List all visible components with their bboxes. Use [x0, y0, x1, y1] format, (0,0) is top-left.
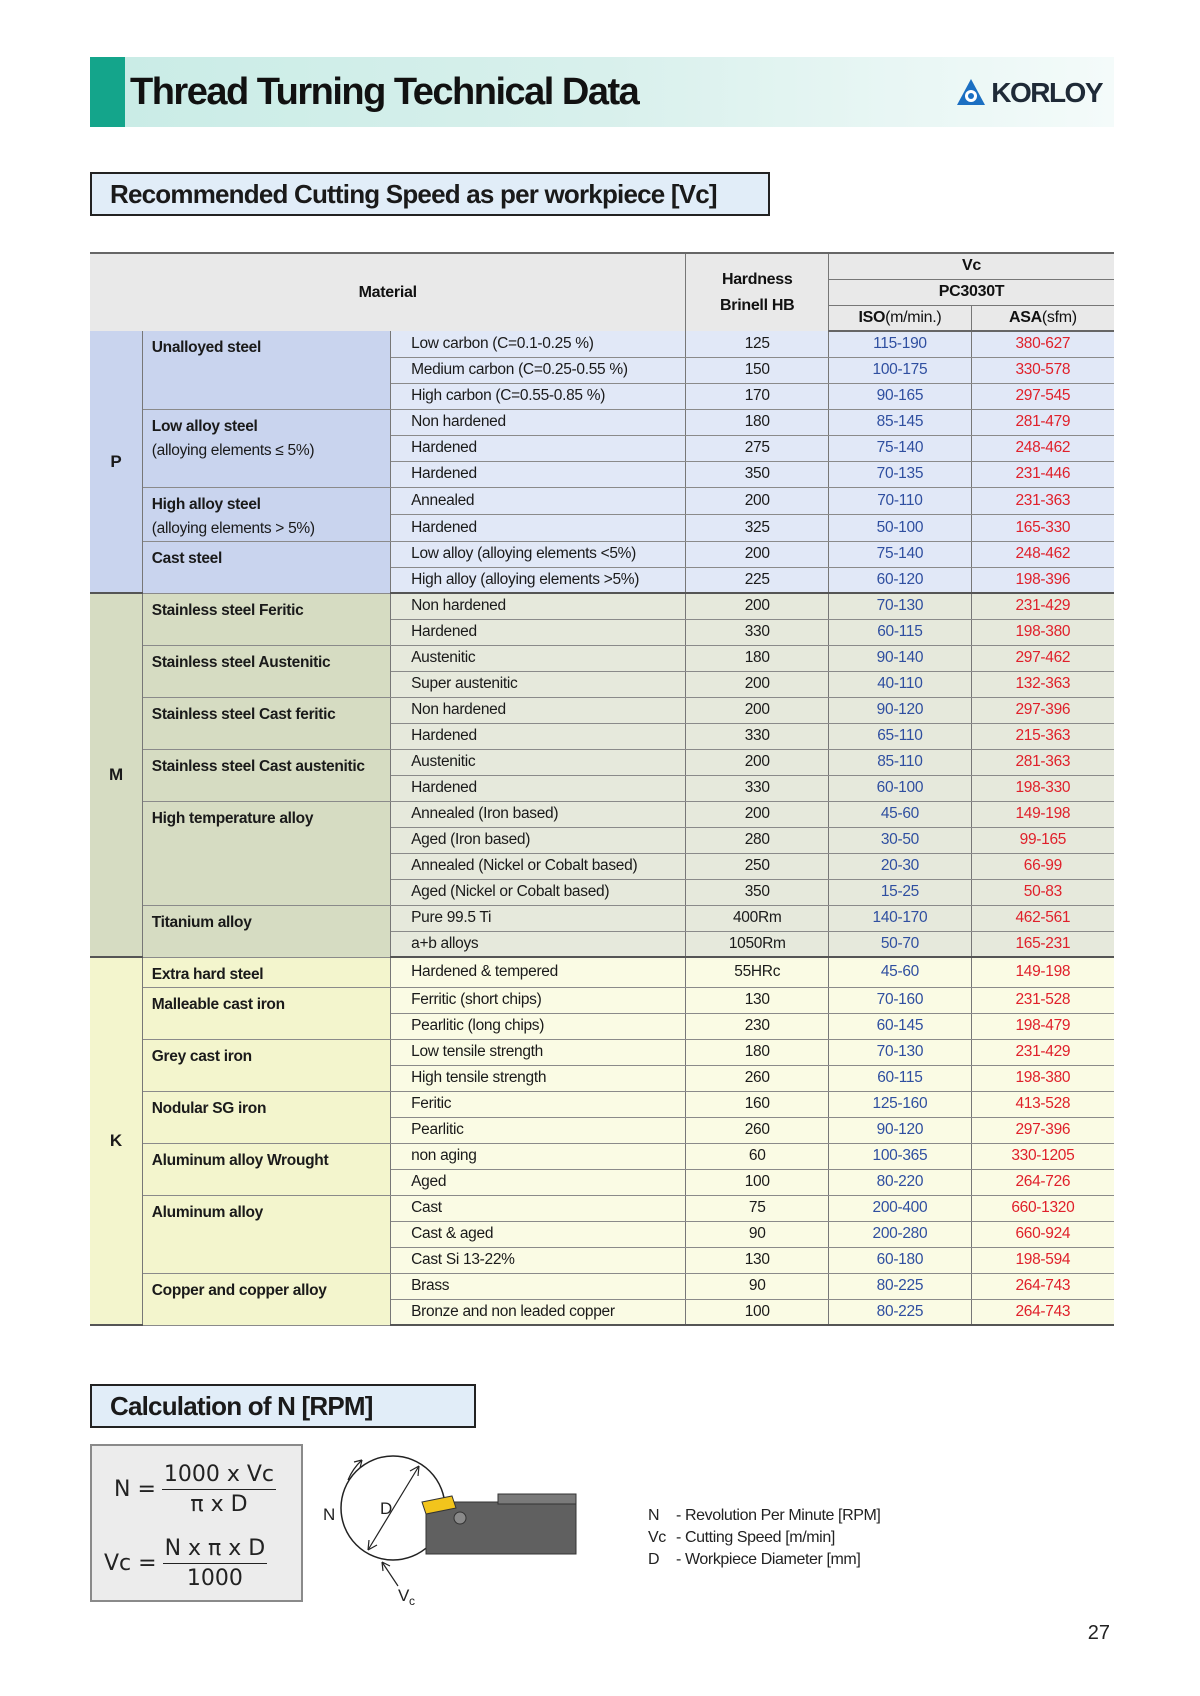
material-subtitle: (alloying elements > 5%) — [151, 519, 315, 537]
legend-key: D — [648, 1551, 660, 1568]
material-name: Cast steel — [151, 549, 223, 567]
material-name: Malleable cast iron — [151, 995, 285, 1013]
iso-speed-cell: 75-140 — [829, 541, 972, 567]
asa-speed-cell: 413-528 — [971, 1091, 1114, 1117]
hardness-cell: 400Rm — [686, 905, 829, 931]
group-code: K — [90, 957, 142, 1325]
asa-speed-cell: 50-83 — [971, 879, 1114, 905]
asa-speed-cell: 297-462 — [971, 645, 1114, 671]
asa-speed-cell: 330-1205 — [971, 1143, 1114, 1169]
table-row — [90, 1273, 1114, 1299]
asa-speed-cell: 198-594 — [971, 1247, 1114, 1273]
condition-cell: Non hardened — [391, 409, 686, 435]
material-name-cell — [142, 957, 390, 987]
hardness-cell: 280 — [686, 827, 829, 853]
asa-speed-cell: 380-627 — [971, 331, 1114, 357]
header-hardness — [686, 253, 829, 331]
hardness-cell: 260 — [686, 1065, 829, 1091]
material-name-cell — [142, 697, 390, 749]
label-vc-sub: c — [409, 1594, 415, 1606]
asa-speed-cell: 231-429 — [971, 593, 1114, 619]
material-name: Aluminum alloy — [151, 1203, 263, 1221]
asa-speed-cell: 248-462 — [971, 435, 1114, 461]
hardness-cell: 170 — [686, 383, 829, 409]
condition-cell: High alloy (alloying elements >5%) — [391, 567, 686, 593]
header-material: Material — [90, 253, 686, 331]
iso-speed-cell: 50-70 — [829, 931, 972, 957]
iso-speed-cell: 75-140 — [829, 435, 972, 461]
material-name: Unalloyed steel — [151, 339, 261, 356]
hardness-cell: 230 — [686, 1013, 829, 1039]
material-name: Copper and copper alloy — [151, 1281, 327, 1299]
clamp-screw-icon — [454, 1512, 466, 1524]
condition-cell: Aged (Iron based) — [391, 827, 686, 853]
condition-cell: High tensile strength — [391, 1065, 686, 1091]
group-code: M — [90, 593, 142, 957]
condition-cell: Annealed (Nickel or Cobalt based) — [391, 853, 686, 879]
iso-speed-cell: 60-115 — [829, 619, 972, 645]
hardness-cell: 330 — [686, 723, 829, 749]
asa-speed-cell: 198-396 — [971, 567, 1114, 593]
iso-speed-cell: 70-110 — [829, 487, 972, 514]
cutting-speed-table — [90, 252, 1114, 1326]
iso-speed-cell: 125-160 — [829, 1091, 972, 1117]
condition-cell: Non hardened — [391, 697, 686, 723]
brand-name: KORLOY — [991, 77, 1102, 108]
condition-cell: Brass — [391, 1273, 686, 1299]
hardness-cell: 330 — [686, 775, 829, 801]
material-name: Extra hard steel — [151, 965, 264, 983]
hardness-cell: 180 — [686, 1039, 829, 1065]
hardness-cell: 125 — [686, 331, 829, 357]
material-subtitle: (alloying elements ≤ 5%) — [151, 441, 315, 459]
material-name-cell — [142, 331, 390, 409]
iso-speed-cell: 70-135 — [829, 461, 972, 487]
page-number: 27 — [1087, 1622, 1110, 1644]
asa-speed-cell: 297-396 — [971, 1117, 1114, 1143]
iso-speed-cell: 65-110 — [829, 723, 972, 749]
iso-speed-cell: 40-110 — [829, 671, 972, 697]
material-name: Titanium alloy — [151, 913, 252, 931]
iso-speed-cell: 90-120 — [829, 1117, 972, 1143]
material-name-cell — [142, 1143, 390, 1195]
legend-item — [648, 1549, 880, 1571]
material-name: High alloy steel — [151, 495, 261, 513]
hardness-cell: 200 — [686, 749, 829, 775]
group-code: P — [90, 331, 142, 593]
material-name-cell — [142, 1091, 390, 1143]
hardness-cell: 200 — [686, 697, 829, 723]
iso-speed-cell: 70-160 — [829, 987, 972, 1013]
section-title-calculation: Calculation of N [RPM] — [90, 1384, 476, 1428]
table-row — [90, 1091, 1114, 1117]
material-name: Nodular SG iron — [151, 1099, 267, 1117]
header-grade: PC3030T — [829, 279, 1114, 305]
hardness-cell: 1050Rm — [686, 931, 829, 957]
material-name-cell — [142, 645, 390, 697]
tool-holder-top — [498, 1494, 576, 1504]
table-row — [90, 749, 1114, 775]
condition-cell: a+b alloys — [391, 931, 686, 957]
material-name: Stainless steel Feritic — [151, 601, 304, 619]
hardness-cell: 200 — [686, 541, 829, 567]
table-row — [90, 957, 1114, 987]
condition-cell: Low carbon (C=0.1-0.25 %) — [391, 331, 686, 357]
hardness-cell: 330 — [686, 619, 829, 645]
asa-speed-cell: 99-165 — [971, 827, 1114, 853]
iso-speed-cell: 60-115 — [829, 1065, 972, 1091]
material-name-cell — [142, 987, 390, 1039]
asa-speed-cell: 231-429 — [971, 1039, 1114, 1065]
material-name-cell — [142, 593, 390, 645]
header-vc: Vc — [829, 253, 1114, 279]
condition-cell: Pearlitic (long chips) — [391, 1013, 686, 1039]
formula-vc-numerator: N x π x D — [163, 1536, 268, 1564]
header-hardness-line1: Hardness — [721, 270, 793, 288]
hardness-cell: 180 — [686, 645, 829, 671]
hardness-cell: 200 — [686, 801, 829, 827]
condition-cell: Hardened — [391, 723, 686, 749]
condition-cell: Hardened & tempered — [391, 957, 686, 987]
hardness-cell: 250 — [686, 853, 829, 879]
asa-speed-cell: 264-743 — [971, 1299, 1114, 1325]
hardness-cell: 350 — [686, 879, 829, 905]
table-row — [90, 697, 1114, 723]
condition-cell: Cast Si 13-22% — [391, 1247, 686, 1273]
hardness-cell: 200 — [686, 487, 829, 514]
hardness-cell: 60 — [686, 1143, 829, 1169]
material-name: Stainless steel Cast feritic — [151, 705, 336, 723]
table-row — [90, 1143, 1114, 1169]
iso-speed-cell: 60-100 — [829, 775, 972, 801]
material-name-cell — [142, 1039, 390, 1091]
iso-speed-cell: 100-175 — [829, 357, 972, 383]
asa-speed-cell: 149-198 — [971, 957, 1114, 987]
formula-n-denominator: π x D — [190, 1492, 248, 1517]
condition-cell: Annealed — [391, 487, 686, 514]
hardness-cell: 350 — [686, 461, 829, 487]
header-iso-label: ISO — [858, 308, 886, 326]
korloy-logo-icon — [955, 77, 987, 109]
condition-cell: Cast & aged — [391, 1221, 686, 1247]
condition-cell: Aged — [391, 1169, 686, 1195]
iso-speed-cell: 45-60 — [829, 801, 972, 827]
condition-cell: Hardened — [391, 435, 686, 461]
hardness-cell: 100 — [686, 1169, 829, 1195]
asa-speed-cell: 297-396 — [971, 697, 1114, 723]
asa-speed-cell: 215-363 — [971, 723, 1114, 749]
iso-speed-cell: 85-145 — [829, 409, 972, 435]
iso-speed-cell: 50-100 — [829, 514, 972, 541]
iso-speed-cell: 80-220 — [829, 1169, 972, 1195]
iso-speed-cell: 115-190 — [829, 331, 972, 357]
hardness-cell: 90 — [686, 1273, 829, 1299]
condition-cell: Aged (Nickel or Cobalt based) — [391, 879, 686, 905]
legend-key: N — [648, 1507, 660, 1524]
asa-speed-cell: 281-363 — [971, 749, 1114, 775]
asa-speed-cell: 149-198 — [971, 801, 1114, 827]
hardness-cell: 90 — [686, 1221, 829, 1247]
legend-text: - Cutting Speed [m/min] — [676, 1529, 835, 1546]
asa-speed-cell: 297-545 — [971, 383, 1114, 409]
condition-cell: Low alloy (alloying elements <5%) — [391, 541, 686, 567]
asa-speed-cell: 198-380 — [971, 1065, 1114, 1091]
condition-cell: non aging — [391, 1143, 686, 1169]
hardness-cell: 260 — [686, 1117, 829, 1143]
material-name-cell — [142, 1195, 390, 1273]
condition-cell: Ferritic (short chips) — [391, 987, 686, 1013]
hardness-cell: 130 — [686, 987, 829, 1013]
condition-cell: Super austenitic — [391, 671, 686, 697]
header-hardness-line2: Brinell HB — [720, 296, 795, 314]
material-name-cell — [142, 749, 390, 801]
header-asa-label: ASA — [1008, 308, 1042, 326]
label-vc-main: V — [398, 1586, 410, 1605]
asa-speed-cell: 231-446 — [971, 461, 1114, 487]
hardness-cell: 180 — [686, 409, 829, 435]
hardness-cell: 200 — [686, 671, 829, 697]
legend-text: - Revolution Per Minute [RPM] — [676, 1507, 881, 1524]
condition-cell: Hardened — [391, 619, 686, 645]
condition-cell: Hardened — [391, 461, 686, 487]
condition-cell: Hardened — [391, 514, 686, 541]
condition-cell: Hardened — [391, 775, 686, 801]
material-name: High temperature alloy — [151, 809, 314, 827]
asa-speed-cell: 264-743 — [971, 1273, 1114, 1299]
iso-speed-cell: 60-145 — [829, 1013, 972, 1039]
formula-vc-lhs: Vc = — [104, 1551, 157, 1576]
condition-cell: Low tensile strength — [391, 1039, 686, 1065]
asa-speed-cell: 198-380 — [971, 619, 1114, 645]
asa-speed-cell: 66-99 — [971, 853, 1114, 879]
header-asa-unit: (sfm) — [1041, 308, 1077, 326]
material-name-cell — [142, 801, 390, 905]
legend-text: - Workpiece Diameter [mm] — [676, 1551, 861, 1568]
header-asa — [971, 305, 1114, 331]
material-name-cell — [142, 541, 390, 593]
asa-speed-cell: 231-528 — [971, 987, 1114, 1013]
hardness-cell: 55HRc — [686, 957, 829, 987]
iso-speed-cell: 60-180 — [829, 1247, 972, 1273]
condition-cell: Non hardened — [391, 593, 686, 619]
asa-speed-cell: 264-726 — [971, 1169, 1114, 1195]
material-name-cell — [142, 487, 390, 541]
table-row — [90, 487, 1114, 514]
condition-cell: High carbon (C=0.55-0.85 %) — [391, 383, 686, 409]
table-row — [90, 409, 1114, 435]
iso-speed-cell: 70-130 — [829, 1039, 972, 1065]
hardness-cell: 275 — [686, 435, 829, 461]
formula-vc — [104, 1536, 267, 1591]
iso-speed-cell: 70-130 — [829, 593, 972, 619]
iso-speed-cell: 200-400 — [829, 1195, 972, 1221]
material-name: Stainless steel Cast austenitic — [151, 757, 365, 775]
iso-speed-cell: 200-280 — [829, 1221, 972, 1247]
condition-cell: Annealed (Iron based) — [391, 801, 686, 827]
asa-speed-cell: 198-330 — [971, 775, 1114, 801]
page-title: Thread Turning Technical Data — [130, 71, 639, 113]
asa-speed-cell: 462-561 — [971, 905, 1114, 931]
header-accent-bar — [90, 57, 125, 127]
legend-item — [648, 1505, 880, 1527]
iso-speed-cell: 60-120 — [829, 567, 972, 593]
header-iso-unit: (m/min.) — [885, 308, 942, 326]
hardness-cell: 150 — [686, 357, 829, 383]
formula-n — [114, 1462, 276, 1517]
asa-speed-cell: 248-462 — [971, 541, 1114, 567]
iso-speed-cell: 20-30 — [829, 853, 972, 879]
condition-cell: Pure 99.5 Ti — [391, 905, 686, 931]
hardness-cell: 100 — [686, 1299, 829, 1325]
iso-speed-cell: 140-170 — [829, 905, 972, 931]
asa-speed-cell: 281-479 — [971, 409, 1114, 435]
formula-vc-denominator: 1000 — [186, 1566, 243, 1591]
iso-speed-cell: 90-140 — [829, 645, 972, 671]
formula-box — [90, 1444, 303, 1602]
iso-speed-cell: 80-225 — [829, 1273, 972, 1299]
legend-item — [648, 1527, 880, 1549]
asa-speed-cell: 660-1320 — [971, 1195, 1114, 1221]
table-row — [90, 331, 1114, 357]
iso-speed-cell: 90-120 — [829, 697, 972, 723]
iso-speed-cell: 30-50 — [829, 827, 972, 853]
asa-speed-cell: 165-231 — [971, 931, 1114, 957]
brand-logo — [955, 75, 1102, 111]
table-row — [90, 1039, 1114, 1065]
iso-speed-cell: 15-25 — [829, 879, 972, 905]
asa-speed-cell: 231-363 — [971, 487, 1114, 514]
iso-speed-cell: 100-365 — [829, 1143, 972, 1169]
asa-speed-cell: 330-578 — [971, 357, 1114, 383]
iso-speed-cell: 90-165 — [829, 383, 972, 409]
material-name: Stainless steel Austenitic — [151, 653, 331, 671]
legend — [648, 1505, 880, 1571]
formula-n-numerator: 1000 x Vc — [162, 1462, 276, 1490]
hardness-cell: 75 — [686, 1195, 829, 1221]
table-row — [90, 905, 1114, 931]
turning-diagram — [318, 1438, 608, 1606]
asa-speed-cell: 660-924 — [971, 1221, 1114, 1247]
material-name-cell — [142, 905, 390, 957]
material-name: Low alloy steel — [151, 417, 258, 435]
material-name: Aluminum alloy Wrought — [151, 1151, 329, 1169]
asa-speed-cell: 198-479 — [971, 1013, 1114, 1039]
formula-n-lhs: N = — [114, 1477, 156, 1502]
condition-cell: Pearlitic — [391, 1117, 686, 1143]
header-iso — [829, 305, 972, 331]
hardness-cell: 160 — [686, 1091, 829, 1117]
condition-cell: Bronze and non leaded copper — [391, 1299, 686, 1325]
condition-cell: Feritic — [391, 1091, 686, 1117]
table-row — [90, 645, 1114, 671]
iso-speed-cell: 45-60 — [829, 957, 972, 987]
hardness-cell: 225 — [686, 567, 829, 593]
condition-cell: Austenitic — [391, 749, 686, 775]
hardness-cell: 325 — [686, 514, 829, 541]
iso-speed-cell: 85-110 — [829, 749, 972, 775]
legend-key: Vc — [648, 1529, 666, 1546]
iso-speed-cell: 80-225 — [829, 1299, 972, 1325]
label-n: N — [323, 1505, 336, 1524]
asa-speed-cell: 132-363 — [971, 671, 1114, 697]
hardness-cell: 200 — [686, 593, 829, 619]
page-header — [90, 57, 1114, 127]
asa-speed-cell: 165-330 — [971, 514, 1114, 541]
table-row — [90, 801, 1114, 827]
table-row — [90, 593, 1114, 619]
condition-cell: Cast — [391, 1195, 686, 1221]
condition-cell: Austenitic — [391, 645, 686, 671]
material-name-cell — [142, 1273, 390, 1325]
table-row — [90, 1195, 1114, 1221]
section-title-cutting-speed: Recommended Cutting Speed as per workpiece [Vc] — [90, 172, 770, 216]
table-body — [90, 331, 1114, 1325]
hardness-cell: 130 — [686, 1247, 829, 1273]
material-name: Grey cast iron — [151, 1047, 252, 1065]
material-name-cell — [142, 409, 390, 487]
table-row — [90, 541, 1114, 567]
table-row — [90, 987, 1114, 1013]
condition-cell: Medium carbon (C=0.25-0.55 %) — [391, 357, 686, 383]
label-d: D — [380, 1499, 393, 1518]
